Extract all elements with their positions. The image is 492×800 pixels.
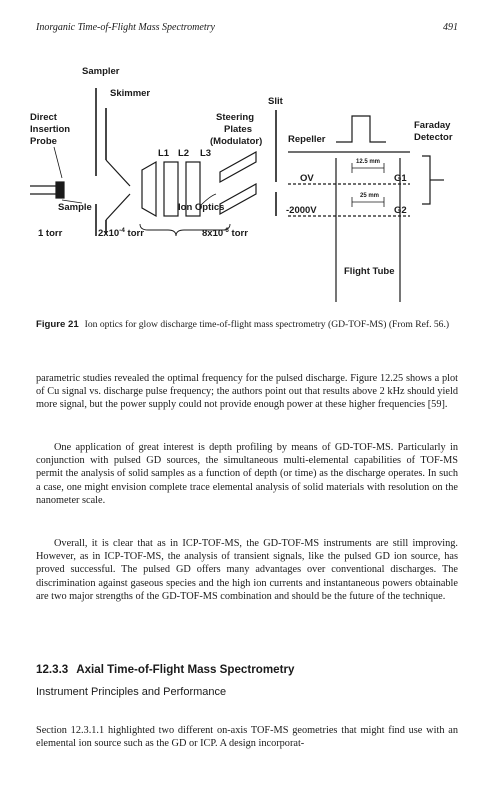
label-flight-tube: Flight Tube — [344, 266, 395, 277]
section-heading — [36, 663, 458, 676]
label-ov: OV — [300, 173, 314, 184]
label-steering-line2: Plates — [224, 124, 252, 135]
label-probe-line1: Direct — [30, 112, 57, 123]
label-probe-line2: Insertion — [30, 124, 71, 135]
ion-optics-diagram — [30, 58, 470, 310]
label-l1: L1 — [158, 148, 170, 159]
steering-plate-lower — [220, 184, 256, 214]
label-faraday-line2: Detector — [414, 132, 453, 143]
skimmer-cone-lower — [106, 194, 130, 220]
section-title: Axial Time-of-Flight Mass Spectrometry — [76, 663, 295, 676]
label-faraday-line1: Faraday — [414, 120, 451, 131]
figure-caption-text: Ion optics for glow discharge time-of-flight mass spectrometry (GD-TOF-MS) (From Ref. 56.) — [84, 319, 450, 330]
label-slit: Slit — [268, 96, 283, 107]
label-ion-optics: Ion Optics — [178, 202, 225, 213]
section-number: 12.3.3 — [36, 663, 69, 676]
repeller-pulse — [336, 116, 386, 142]
label-probe-line3: Probe — [30, 136, 57, 147]
lens-l1 — [142, 162, 156, 216]
paragraph-3: Overall, it is clear that as in ICP-TOF-MS, the GD-TOF-MS instruments are still improving. However, as in ICP-TOF-MS, the analysis of transient signals, like the pulsed GD ion source, has proved successful. The pulsed GD offers many advantages over conventional discharges. The discrimination against gaseous species and the high ion currents and instantaneous powers obtainable are two major strengths of the GD-TOF-MS combination and should be the future of the technique. — [36, 538, 458, 602]
paragraph-2: One application of great interest is depth profiling by means of GD-TOF-MS. Particularly in conjunction with pulsed GD sources, the simultaneous multi-elemental capabilities of TOF-MS permit the analysis of solid samples as a function of depth (or time) as the discharge operates. In such a case, one might envision complete trace elemental analysis of solid materials with resolution on the nanometer scale. — [36, 442, 458, 506]
label-dim-12-5: 12.5 mm — [356, 159, 381, 165]
label-minus-2000v: -2000V — [286, 205, 317, 216]
label-repeller: Repeller — [288, 134, 326, 145]
page-number: 491 — [443, 22, 458, 33]
label-g2: G2 — [394, 205, 407, 216]
paragraph-4: Section 12.3.1.1 highlighted two different on-axis TOF-MS geometries that might find use with an elemental ion source such as the GD or ICP. A design incorporat- — [36, 725, 458, 750]
label-g1: G1 — [394, 173, 407, 184]
skimmer-cone-upper — [106, 160, 130, 186]
label-pressure-3: $8x10^{-6}$ torr — [202, 227, 248, 239]
label-steering-line3: (Modulator) — [210, 136, 263, 147]
label-pressure-1: 1 torr — [38, 228, 63, 239]
label-sampler: Sampler — [82, 66, 120, 77]
label-steering-line1: Steering — [216, 112, 255, 123]
lens-l2 — [164, 162, 178, 216]
probe-sample-tip — [56, 182, 64, 198]
subsection-heading: Instrument Principles and Performance — [36, 686, 227, 698]
figure-caption — [36, 318, 458, 331]
figure-ion-optics — [30, 58, 470, 310]
label-skimmer: Skimmer — [110, 88, 151, 99]
probe-leader-line — [54, 147, 62, 178]
label-l2: L2 — [178, 148, 190, 159]
steering-plate-upper — [220, 152, 256, 182]
label-l3: L3 — [200, 148, 212, 159]
running-title: Inorganic Time-of-Flight Mass Spectrometry — [36, 22, 215, 33]
running-head — [36, 22, 458, 36]
label-dim-25: 25 mm — [360, 193, 380, 199]
figure-caption-label: Figure 21 — [36, 319, 79, 330]
faraday-cup — [422, 156, 430, 204]
label-pressure-2: $2x10^{-4}$ torr — [98, 227, 144, 239]
paragraph-1: parametric studies revealed the optimal frequency for the pulsed discharge. Figure 12.25 shows a plot of Cu signal vs. discharge pulse frequency; the authors point out that results above 2 kHz should yield more signal, but the power supply could not provide enough power at these higher frequencies [59]. — [36, 373, 458, 411]
label-sample: Sample — [58, 202, 92, 213]
